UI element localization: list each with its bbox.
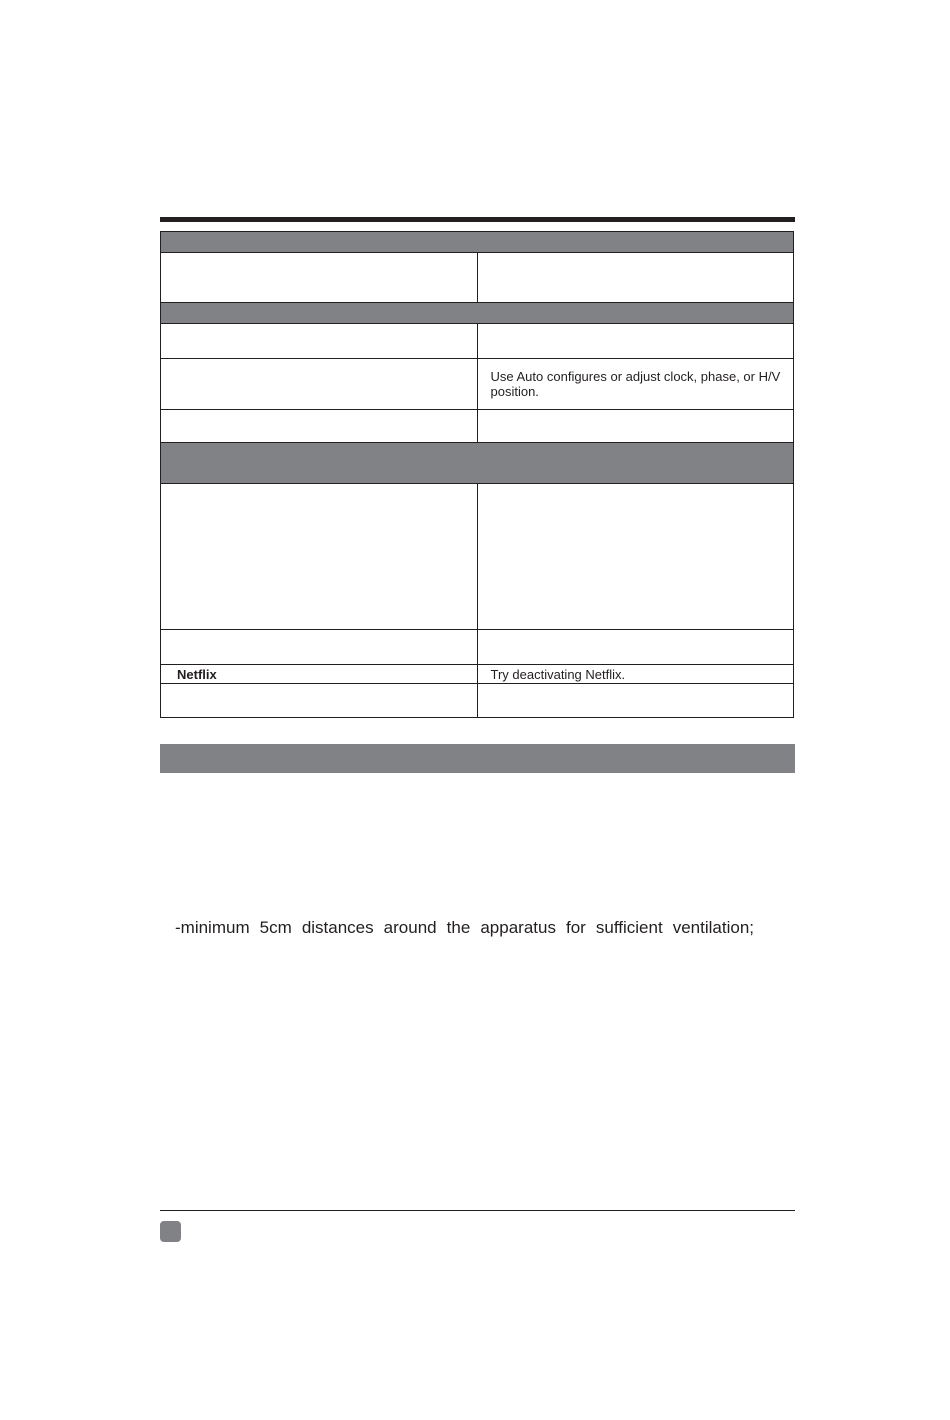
problem-cell: Netflix (161, 665, 478, 684)
table-section-row (161, 232, 794, 253)
table-row (161, 410, 794, 443)
ventilation-text: -minimum 5cm distances around the apparatus for sufficient ventilation; (175, 918, 754, 937)
problem-cell (161, 324, 478, 359)
table-row (161, 684, 794, 718)
problem-cell (161, 359, 478, 410)
table-row (161, 665, 794, 684)
solution-cell (477, 324, 794, 359)
solution-cell (477, 484, 794, 630)
problem-cell (161, 630, 478, 665)
problem-cell (161, 684, 478, 718)
solution-cell: Try deactivating Netflix. (477, 665, 794, 684)
table-row (161, 484, 794, 630)
section-header (161, 443, 794, 484)
section-bar (160, 744, 795, 773)
problem-cell (161, 484, 478, 630)
table-row (161, 359, 794, 410)
table-row (161, 253, 794, 303)
table-row (161, 324, 794, 359)
troubleshooting-table (160, 231, 794, 718)
table-row (161, 630, 794, 665)
solution-cell: Use Auto configures or adjust clock, phase, or H/V position. (477, 359, 794, 410)
section-header (161, 232, 794, 253)
section-header (161, 303, 794, 324)
table-section-row (161, 443, 794, 484)
solution-cell (477, 684, 794, 718)
problem-cell (161, 410, 478, 443)
solution-cell (477, 630, 794, 665)
problem-cell (161, 253, 478, 303)
solution-cell (477, 253, 794, 303)
bottom-rule (160, 1210, 795, 1211)
table-section-row (161, 303, 794, 324)
page-marker-icon (160, 1221, 181, 1242)
top-rule (160, 217, 795, 222)
solution-cell (477, 410, 794, 443)
